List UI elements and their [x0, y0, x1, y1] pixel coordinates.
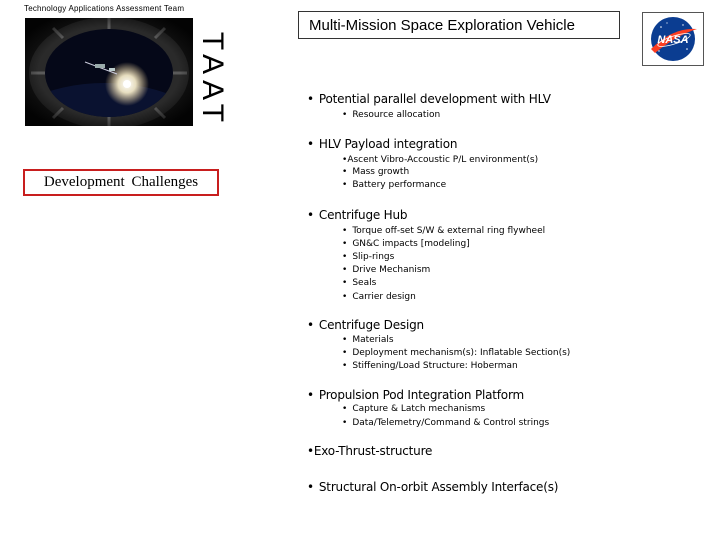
section-item: • Carrier design	[342, 292, 416, 302]
section-item: • Resource allocation	[342, 110, 441, 120]
section-item: • Deployment mechanism(s): Inflatable Section(s)	[342, 348, 571, 358]
development-challenges-label: Development Challenges	[23, 169, 219, 196]
section-heading: • Potential parallel development with HLV	[307, 92, 551, 106]
section-item: • Data/Telemetry/Command & Control strings	[342, 418, 550, 428]
section-heading: • HLV Payload integration	[307, 137, 458, 151]
section-item: • Materials	[342, 335, 394, 345]
section-heading: • Structural On-orbit Assembly Interface(s)	[307, 480, 559, 494]
section-item: • Slip-rings	[342, 252, 395, 262]
section-item: • Torque off-set S/W & external ring flywheel	[342, 226, 546, 236]
section-item: • Drive Mechanism	[342, 265, 431, 275]
team-label: Technology Applications Assessment Team	[24, 4, 185, 13]
section-item: • Mass growth	[342, 167, 410, 177]
section-item: • Seals	[342, 278, 377, 288]
slide-title: Multi-Mission Space Exploration Vehicle	[298, 11, 620, 39]
section-heading: • Centrifuge Hub	[307, 208, 408, 222]
section-item: • GN&C impacts [modeling]	[342, 239, 470, 249]
section-item: • Battery performance	[342, 180, 447, 190]
section-heading: •Exo-Thrust-structure	[307, 444, 433, 458]
section-item: •Ascent Vibro-Accoustic P/L environment(s)	[342, 155, 539, 165]
section-heading: • Propulsion Pod Integration Platform	[307, 388, 524, 402]
section-item: • Capture & Latch mechanisms	[342, 404, 486, 414]
section-item: • Stiffening/Load Structure: Hoberman	[342, 361, 518, 371]
taat-logo-text: TAAT	[196, 31, 229, 129]
section-heading: • Centrifuge Design	[307, 318, 424, 332]
nasa-logo-text: NASA	[657, 34, 689, 46]
